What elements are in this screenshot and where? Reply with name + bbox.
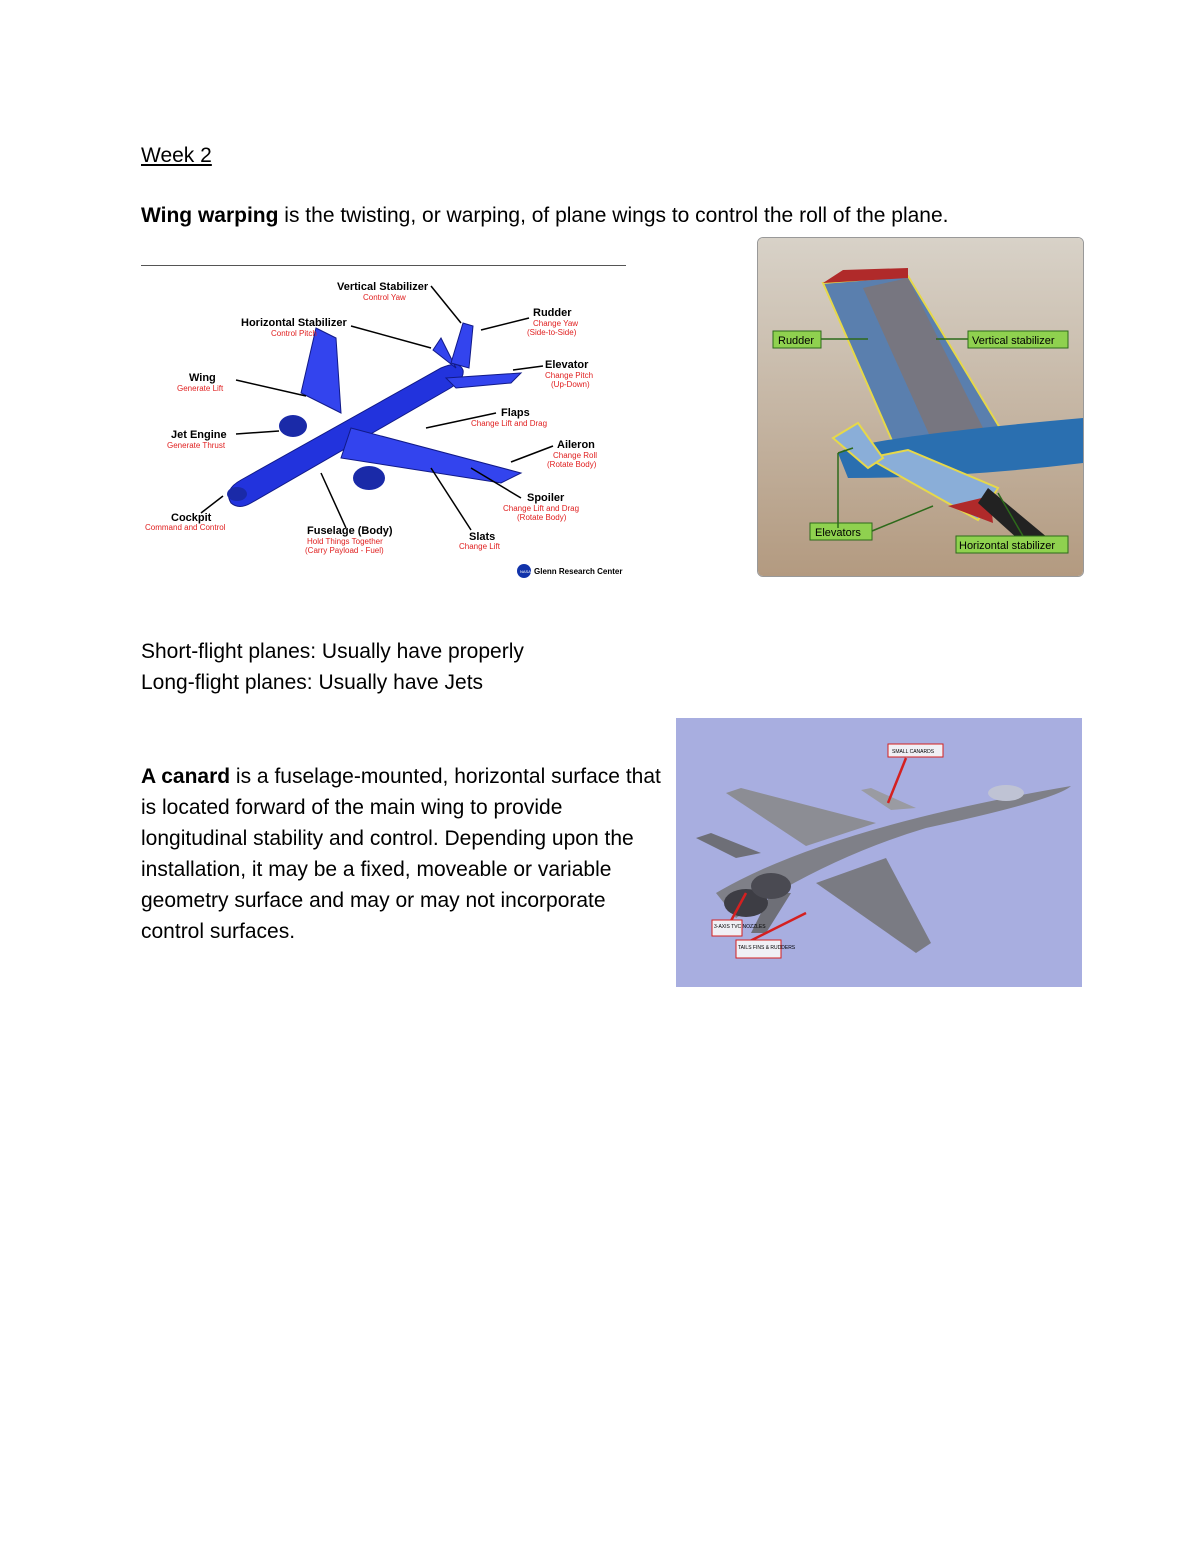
label-horizontal-stabilizer-photo: Horizontal stabilizer [959, 540, 1055, 552]
svg-text:Change Lift and Drag: Change Lift and Drag [503, 504, 580, 513]
canard-term: A canard [141, 765, 231, 788]
svg-text:Control Yaw: Control Yaw [363, 293, 406, 302]
label-flaps: Flaps [501, 407, 530, 419]
label-cockpit: Cockpit [171, 512, 212, 524]
label-small-canards: SMALL CANARDS [892, 749, 935, 755]
svg-text:Generate Lift: Generate Lift [177, 384, 224, 393]
short-flight-text: Short-flight planes: Usually have properly [141, 640, 524, 663]
credit-text: Glenn Research Center [534, 567, 623, 576]
svg-text:Generate Thrust: Generate Thrust [167, 441, 226, 450]
label-rudder-photo: Rudder [778, 335, 815, 347]
svg-text:(Rotate Body): (Rotate Body) [517, 513, 567, 522]
svg-text:(Rotate Body): (Rotate Body) [547, 460, 597, 469]
canard-definition: is a fuselage-mounted, horizontal surface that is located forward of the main wing to provide longitudinal stability and control. Depending upon the installation, it may be a fixed, moveable or variable geometry surface and may or may not incorporate control surfaces. [141, 765, 661, 943]
canard-paragraph [141, 761, 671, 947]
label-elevators-photo: Elevators [815, 527, 861, 539]
horizontal-rule [141, 265, 626, 266]
label-spoiler: Spoiler [527, 492, 565, 504]
svg-text:Change Pitch: Change Pitch [545, 371, 594, 380]
label-rudder: Rudder [533, 307, 572, 319]
label-horizontal-stabilizer: Horizontal Stabilizer [241, 317, 347, 329]
svg-text:Change Yaw: Change Yaw [533, 319, 579, 328]
label-aileron: Aileron [557, 439, 595, 451]
svg-text:(Carry Payload - Fuel): (Carry Payload - Fuel) [305, 546, 384, 555]
long-flight-text: Long-flight planes: Usually have Jets [141, 671, 484, 694]
svg-text:Change Lift and Drag: Change Lift and Drag [471, 419, 548, 428]
airplane-parts-diagram [141, 268, 626, 586]
svg-text:NASA: NASA [520, 569, 531, 574]
fighter-jet-photo [676, 718, 1082, 987]
label-vertical-stabilizer: Vertical Stabilizer [337, 281, 429, 293]
wing-warping-term: Wing warping [141, 204, 279, 227]
page-heading: Week 2 [141, 144, 212, 167]
svg-text:(Side-to-Side): (Side-to-Side) [527, 328, 577, 337]
svg-text:Hold Things Together: Hold Things Together [307, 537, 383, 546]
label-slats: Slats [469, 531, 496, 543]
wing-warping-definition: is the twisting, or warping, of plane wings to control the roll of the plane. [278, 204, 949, 227]
label-wing: Wing [189, 372, 216, 384]
label-fuselage: Fuselage (Body) [307, 525, 393, 537]
label-tvc-nozzles: 3-AXIS TVC NOZZLES [714, 924, 766, 930]
label-vertical-stabilizer-photo: Vertical stabilizer [972, 335, 1055, 347]
wing-warping-paragraph [141, 200, 949, 231]
svg-text:Change Roll: Change Roll [553, 451, 598, 460]
label-elevator: Elevator [545, 359, 589, 371]
svg-text:Control Pitch: Control Pitch [271, 329, 317, 338]
tail-section-photo [757, 237, 1084, 577]
svg-text:Change Lift: Change Lift [459, 542, 500, 551]
label-tail-fins: TAILS FINS & RUDDERS [738, 945, 796, 951]
svg-text:Command and Control: Command and Control [145, 523, 226, 532]
label-jet-engine: Jet Engine [171, 429, 227, 441]
svg-text:(Up-Down): (Up-Down) [551, 380, 590, 389]
